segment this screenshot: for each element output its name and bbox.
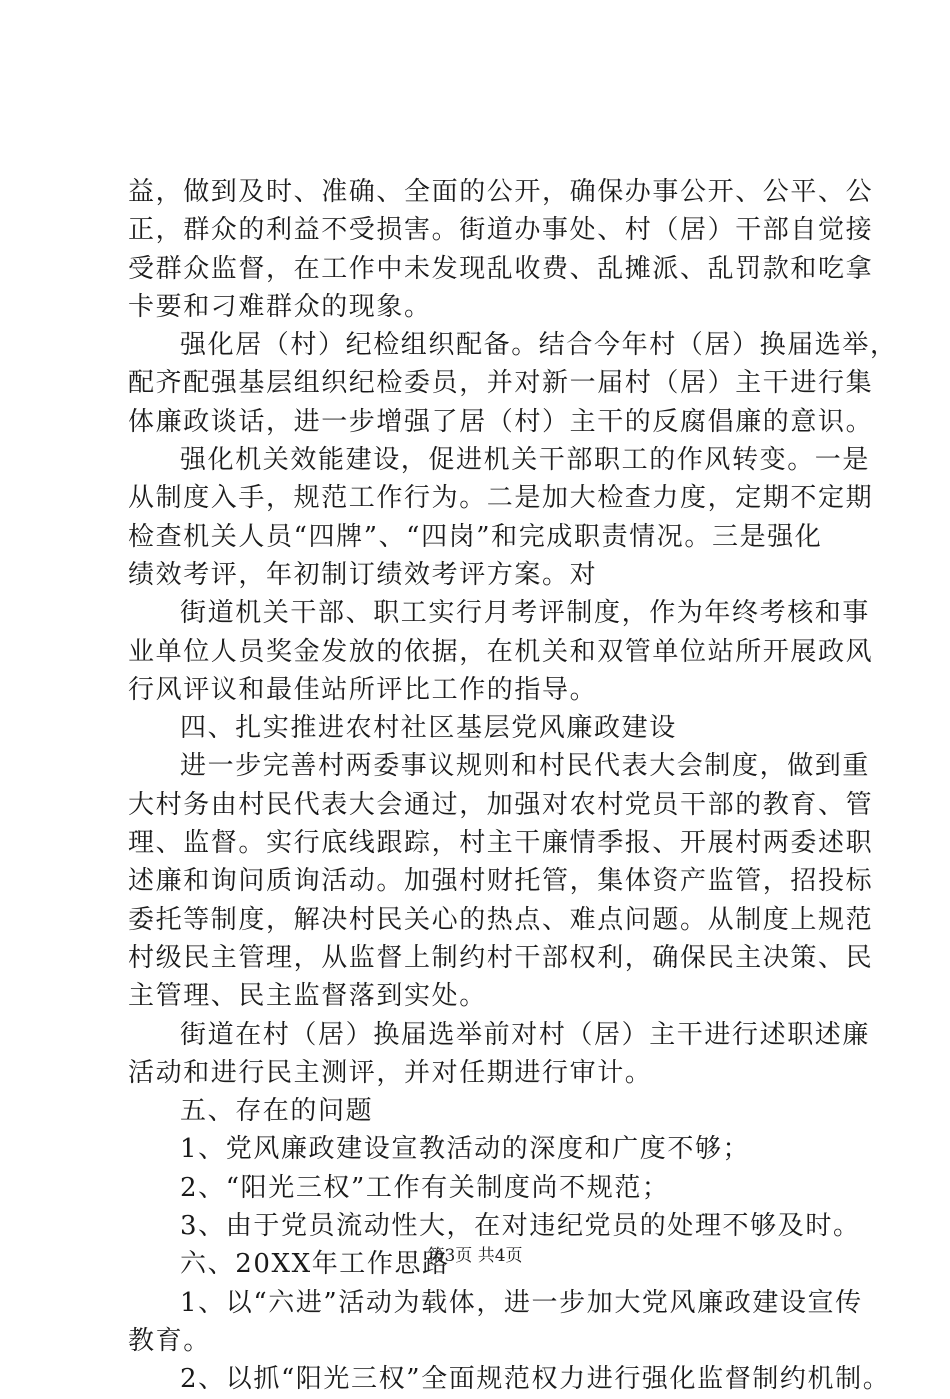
text-line: 业单位人员奖金发放的依据，在机关和双管单位站所开展政风	[128, 636, 874, 667]
text-line: 街道机关干部、职工实行月考评制度，作为年终考核和事	[180, 598, 871, 629]
text-line: 1、以“六进”活动为载体，进一步加大党风廉政建设宣传	[180, 1287, 863, 1318]
text-line: 大村务由村民代表大会通过，加强对农村党员干部的教育、管	[128, 789, 874, 820]
text-line: 进一步完善村两委事议规则和村民代表大会制度，做到重	[180, 751, 871, 782]
document-body	[128, 173, 898, 1399]
text-line: 益，做到及时、准确、全面的公开，确保办事公开、公平、公	[128, 177, 874, 207]
text-line: 主管理、民主监督落到实处。	[128, 981, 487, 1012]
text-line: 体廉政谈话，进一步增强了居（村）主干的反腐倡廉的意识。	[128, 406, 874, 437]
text-line: 村级民主管理，从监督上制约村干部权利，确保民主决策、民	[128, 942, 874, 973]
text-line: 卡要和刁难群众的现象。	[128, 291, 432, 322]
text-line: 委托等制度，解决村民关心的热点、难点问题。从制度上规范	[128, 904, 874, 935]
text-line: 1、党风廉政建设宣教活动的深度和广度不够；	[180, 1134, 751, 1165]
text-line: 3、由于党员流动性大，在对违纪党员的处理不够及时。	[180, 1211, 861, 1242]
text-line: 教育。	[128, 1325, 211, 1356]
text-line: 行风评议和最佳站所评比工作的指导。	[128, 674, 598, 705]
text-line: 活动和进行民主测评，并对任期进行审计。	[128, 1057, 653, 1088]
text-line: 2、“阳光三权”工作有关制度尚不规范；	[180, 1172, 670, 1203]
text-line: 从制度入手，规范工作行为。二是加大检查力度，定期不定期	[128, 483, 874, 514]
text-line: 绩效考评，年初制订绩效考评方案。对	[128, 559, 598, 590]
text-line: 配齐配强基层组织纪检委员，并对新一届村（居）主干进行集	[128, 368, 874, 399]
text-line: 正，群众的利益不受损害。街道办事处、村（居）干部自觉接	[128, 215, 874, 246]
text-line: 检查机关人员“四牌”、“四岗”和完成职责情况。三是强化	[128, 521, 823, 552]
text-line: 理、监督。实行底线跟踪，村主干廉情季报、开展村两委述职	[128, 828, 874, 859]
text-line: 2、以抓“阳光三权”全面规范权力进行强化监督制约机制。	[180, 1364, 891, 1395]
text-line: 强化机关效能建设，促进机关干部职工的作风转变。一是	[180, 445, 871, 476]
text-line: 强化居（村）纪检组织配备。结合今年村（居）换届选举，	[180, 330, 898, 361]
text-line: 四、扎实推进农村社区基层党风廉政建设	[180, 713, 677, 744]
text-line: 六、20XX年工作思路	[180, 1249, 450, 1280]
text-line: 街道在村（居）换届选举前对村（居）主干进行述职述廉	[180, 1019, 871, 1050]
text-line: 述廉和询问质询活动。加强村财托管，集体资产监管，招投标	[128, 866, 874, 897]
text-line: 受群众监督，在工作中未发现乱收费、乱摊派、乱罚款和吃拿	[128, 253, 874, 284]
text-line: 五、存在的问题	[180, 1096, 374, 1127]
page-footer: 第3页 共4页	[427, 1246, 523, 1266]
